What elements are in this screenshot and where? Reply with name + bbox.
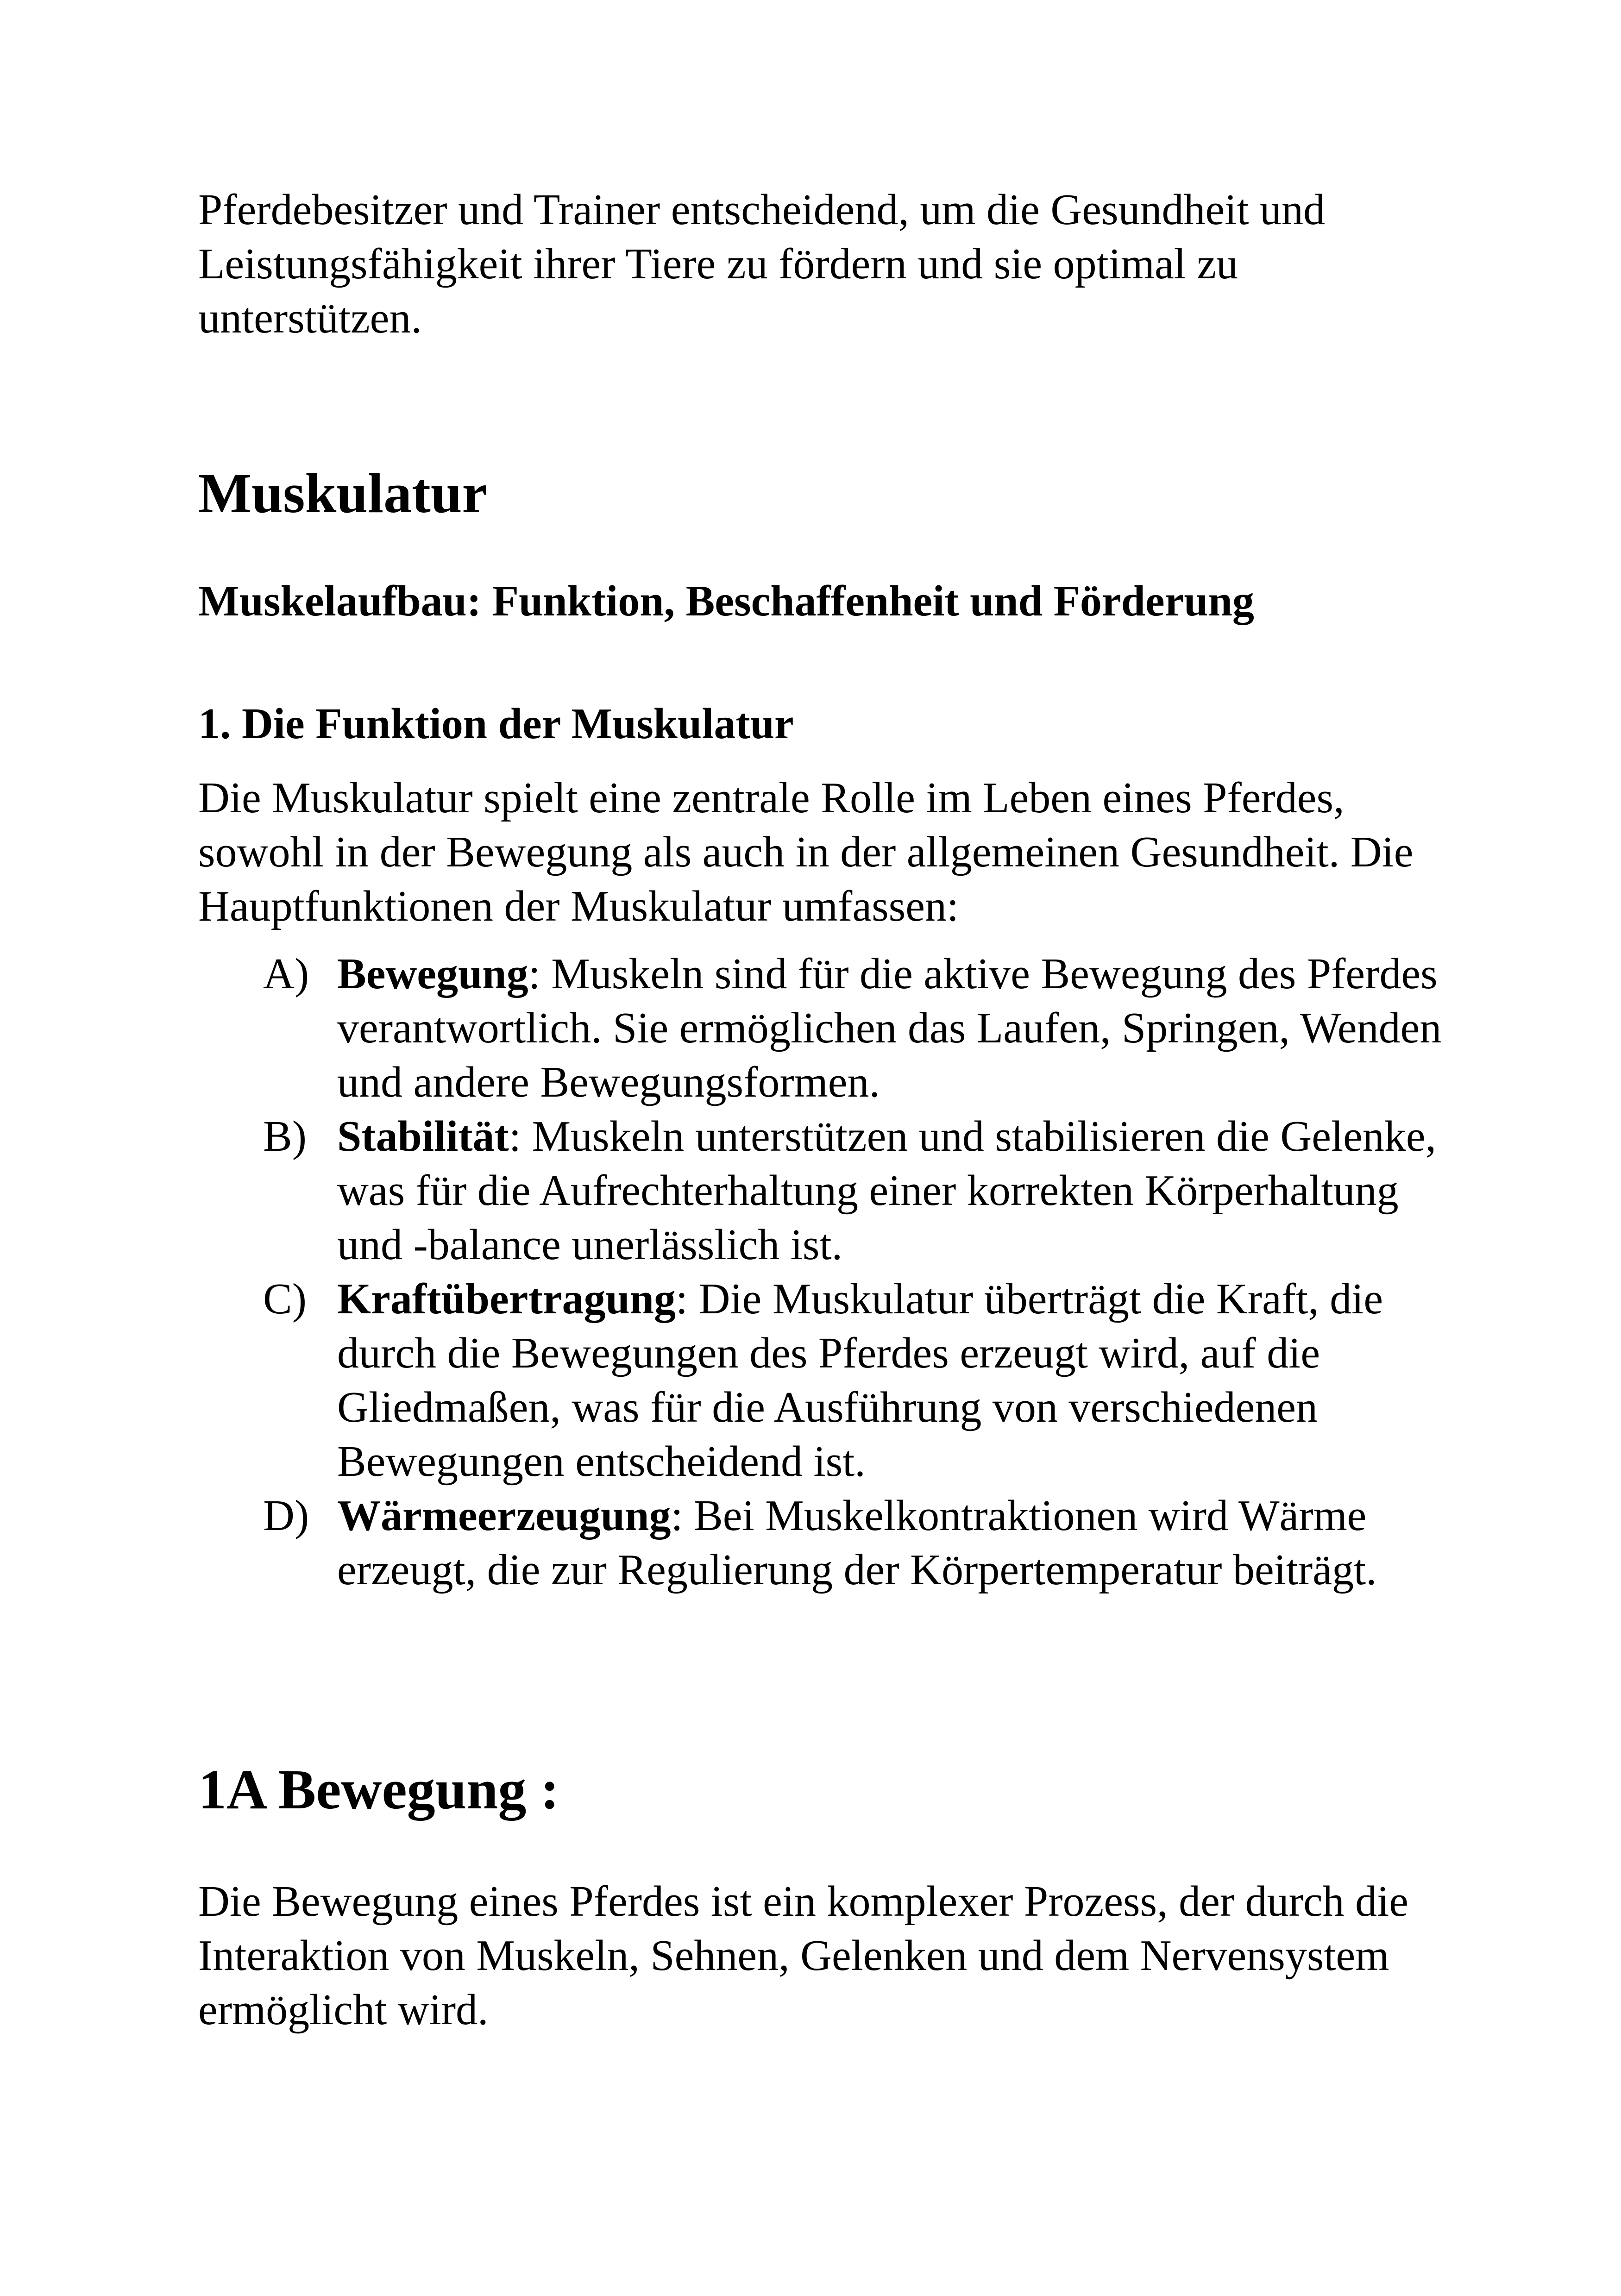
bewegung-paragraph: Die Bewegung eines Pferdes ist ein komplexer Prozess, der durch die Interaktion von Muskeln, Sehnen, Gelenken und dem Nervensystem ermöglicht wird. bbox=[198, 1877, 1408, 2034]
list-item-waermeerzeugung bbox=[263, 1489, 1444, 1597]
list-text: : Die Muskulatur überträgt die Kraft, die durch die Bewegungen des Pferdes erzeugt wird, auf die Gliedmaßen, was für die Ausführung von verschiedenen Bewegungen entscheidend ist. bbox=[337, 1275, 1383, 1486]
section-heading-bewegung: 1A Bewegung : bbox=[198, 1758, 559, 1821]
intro-paragraph: Pferdebesitzer und Trainer entscheidend, um die Gesundheit und Leistungsfähigkeit ihrer Tiere zu fördern und sie optimal zu unterstützen. bbox=[198, 186, 1325, 342]
list-term: Wärmeerzeugung bbox=[337, 1492, 671, 1540]
list-text: : Bei Muskelkontraktionen wird Wärme erzeugt, die zur Regulierung der Körpertemperatur beiträgt. bbox=[337, 1492, 1377, 1594]
funktion-paragraph: Die Muskulatur spielt eine zentrale Rolle im Leben eines Pferdes, sowohl in der Bewegung als auch in der allgemeinen Gesundheit. Die Hauptfunktionen der Muskulatur umfassen: bbox=[198, 774, 1414, 930]
functions-list bbox=[263, 947, 1444, 1597]
list-marker: A) bbox=[263, 950, 309, 998]
list-text: : Muskeln sind für die aktive Bewegung des Pferdes verantwortlich. Sie ermöglichen das Laufen, Springen, Wenden und andere Bewegungsformen. bbox=[337, 950, 1442, 1106]
list-marker: C) bbox=[263, 1275, 307, 1323]
list-marker: B) bbox=[263, 1112, 307, 1161]
list-term: Kraftübertragung bbox=[337, 1275, 676, 1323]
list-term: Bewegung bbox=[337, 950, 528, 998]
list-item-bewegung bbox=[263, 947, 1444, 1110]
list-text: : Muskeln unterstützen und stabilisieren die Gelenke, was für die Aufrechterhaltung einer korrekten Körperhaltung und -balance unerlässlich ist. bbox=[337, 1112, 1437, 1269]
list-item-kraftuebertragung bbox=[263, 1272, 1444, 1489]
list-term: Stabilität bbox=[337, 1112, 509, 1161]
subheading-funktion: 1. Die Funktion der Muskulatur bbox=[198, 700, 794, 748]
section-heading-muskulatur: Muskulatur bbox=[198, 462, 487, 525]
list-marker: D) bbox=[263, 1492, 309, 1540]
subheading-muskelaufbau: Muskelaufbau: Funktion, Beschaffenheit und Förderung bbox=[198, 577, 1254, 625]
list-item-stabilitaet bbox=[263, 1110, 1444, 1272]
